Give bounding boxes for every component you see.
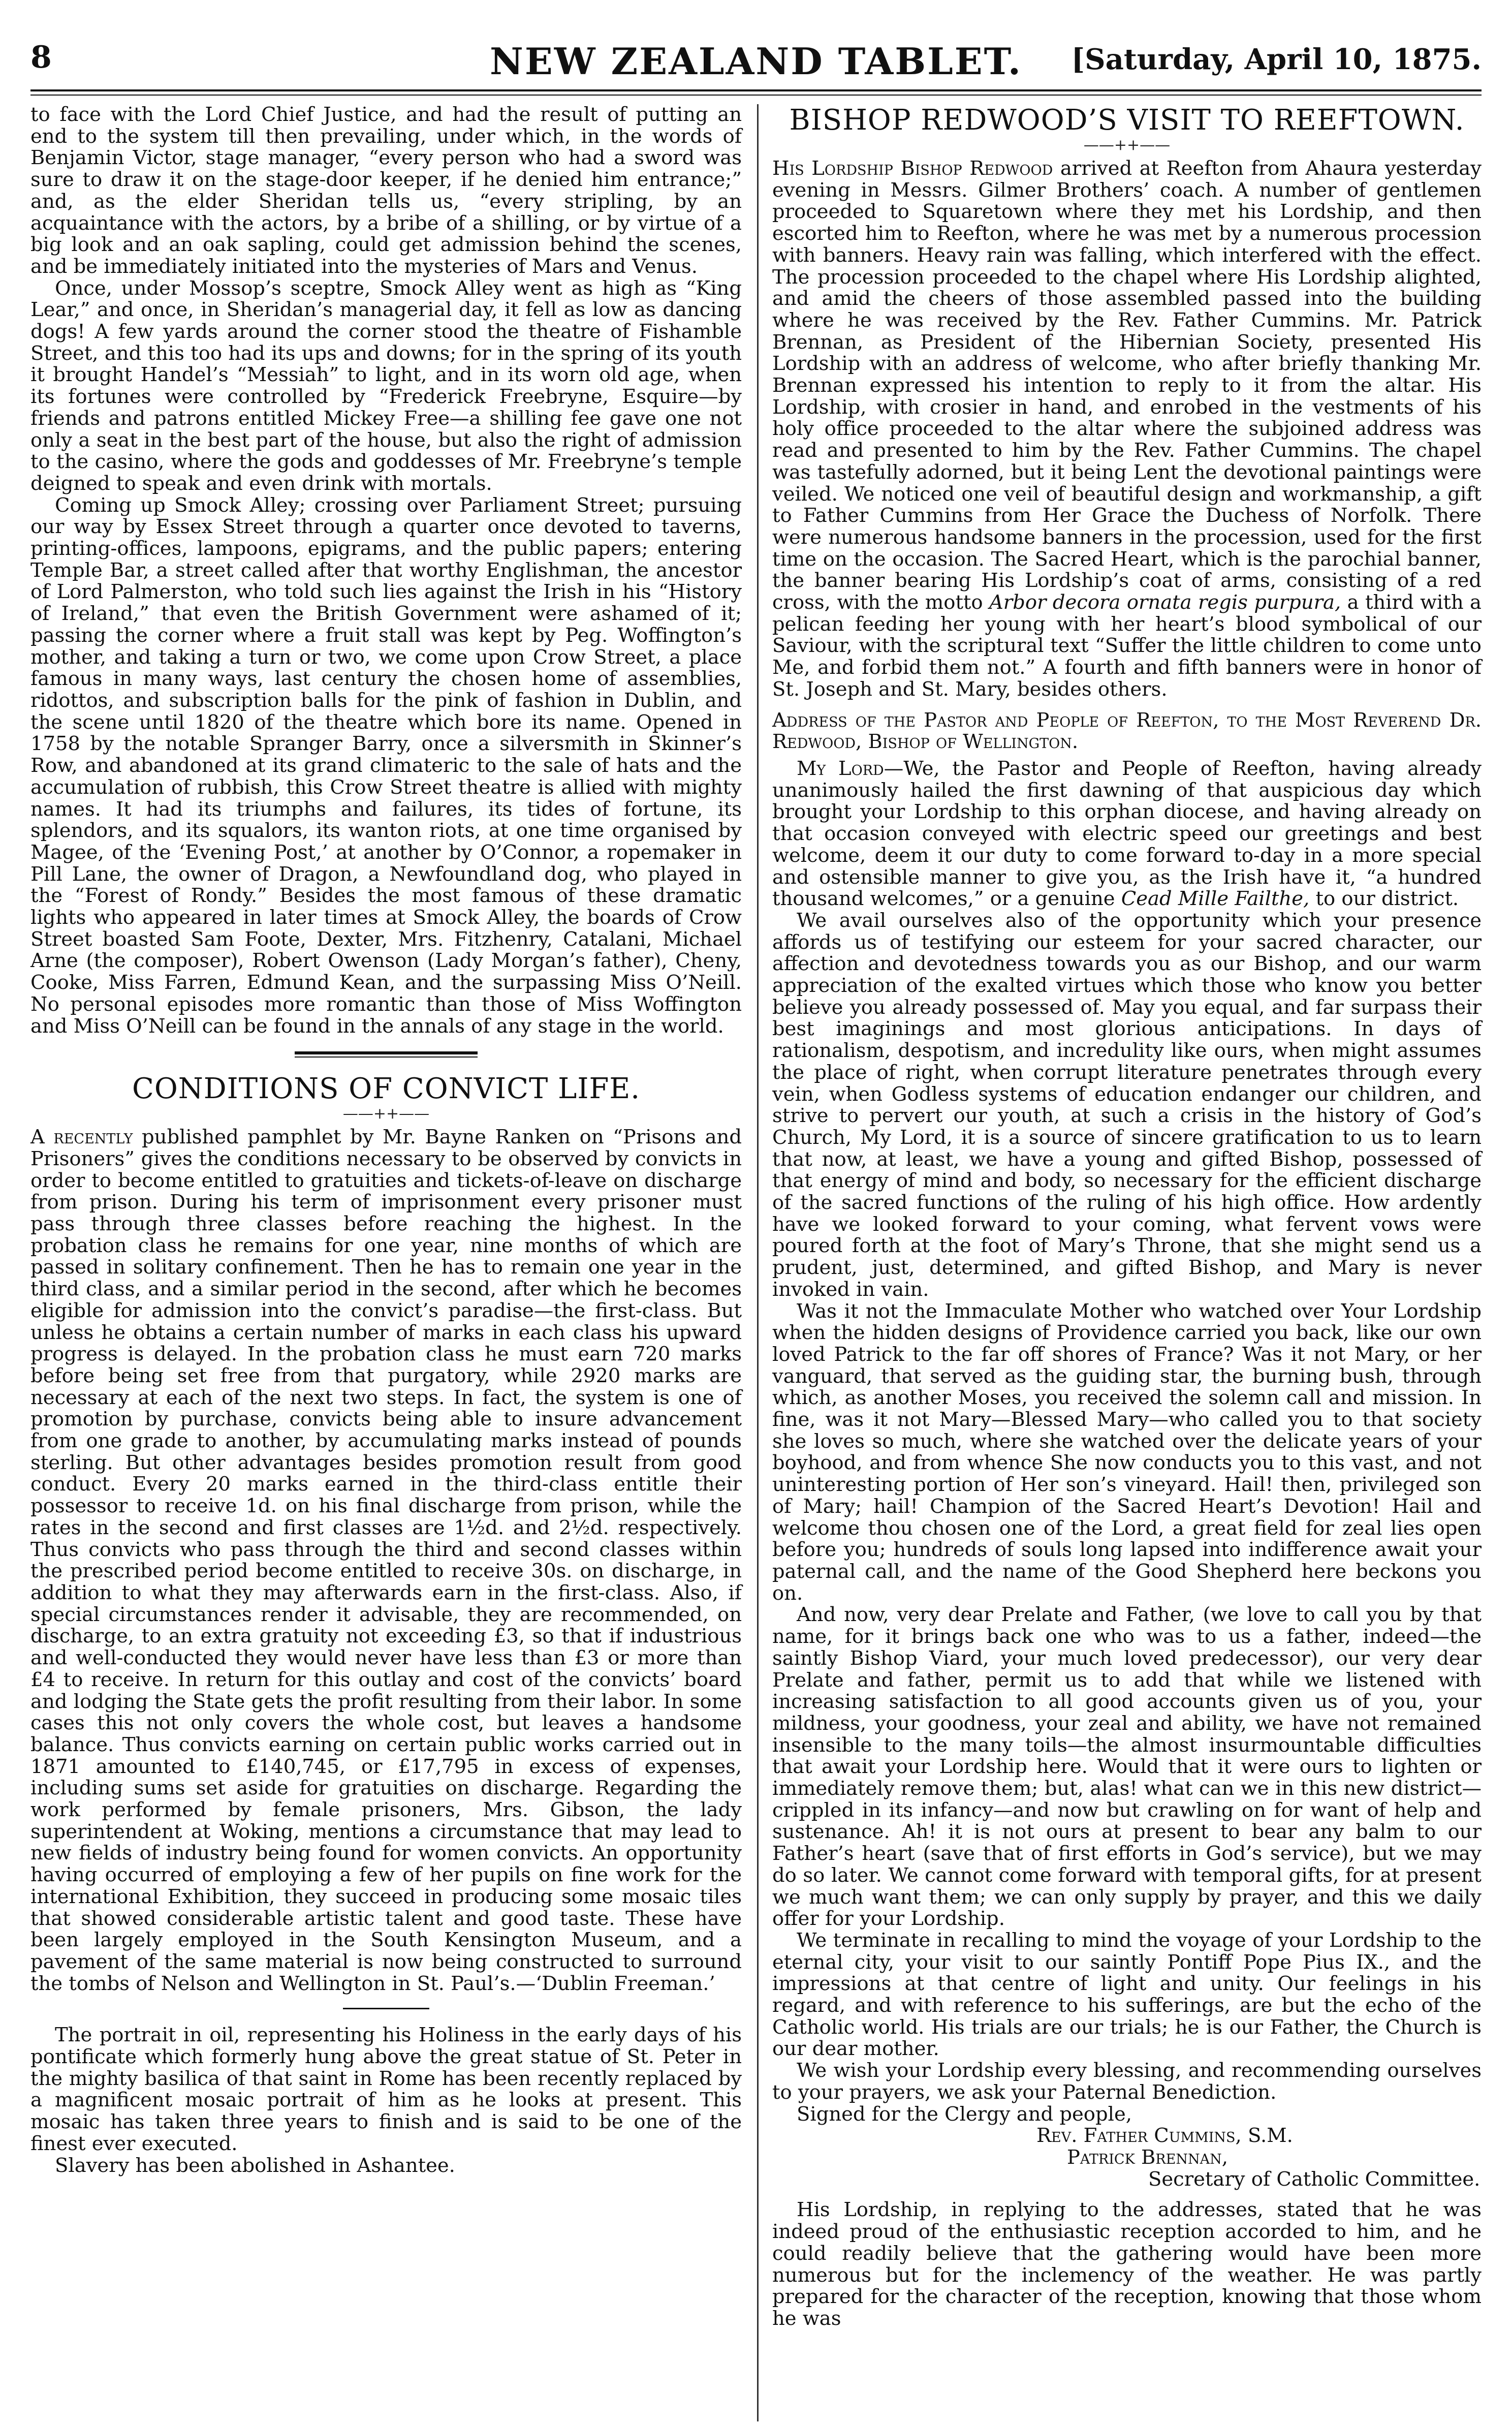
bishop-motto: Arbor decora ornata regis purpura, [989, 591, 1341, 614]
signatory-brennan: Patrick Brennan, [1067, 2146, 1228, 2169]
bishop-reply-paragraph: His Lordship, in replying to the addresses, stated that he was indeed proud of the enthusiastic reception accorded to him, and he could readily believe that the gathering would have been more numerous but for the inclemency of the weather. He was partly prepared for the character of the reception, knowing that those whom he was [772, 2198, 1482, 2330]
signatory-cummins: Rev. Father Cummins, S.M. [1036, 2124, 1293, 2148]
address-paragraph-6: We wish your Lordship every blessing, and recommending ourselves to your prayers, we ask your Paternal Benediction. [772, 2059, 1482, 2104]
theatre-paragraph-3: Coming up Smock Alley; crossing over Parliament Street; pursuing our way by Essex Street through a quarter once devoted to taverns, printing-offices, lampoons, epigrams, and the public papers; entering Temple Bar, a street called after that worthy Englishman, the ancestor of Lord Palmerston, who told such lies against the Irish in his “History of Ireland,” that even the British Government were ashamed of it; passing the corner where a fruit stall was kept by Peg. Woffington’s mother, and taking a turn or two, we come upon Crow Street, a place famous in many ways, last century the chosen home of assemblies, ridottos, and subscription balls for the pink of fashion in Dublin, and the scene until 1820 of the theatre which bore its name. Opened in 1758 by the notable Spranger Barry, once a silversmith in Skinner’s Row, and abandoned at its grand climateric to the sale of hats and the accumulation of rubbish, this Crow Street theatre is allied with mighty names. It had its triumphs and failures, its tides of fortune, its splendors, and its squalors, its wanton riots, at one time organised by Magee, of the ‘Evening Post,’ at another by O’Connor, a ropemaker in Pill Lane, the owner of Dragon, a Newfoundland dog, who played in the “Forest of Rondy.” Besides the most famous of these dramatic lights who appeared in later times at Smock Alley, the boards of Crow Street boasted Sam Foote, Dexter, Mrs. Fitzhenry, Catalani, Michael Arne (the composer), Robert Owenson (Lady Morgan’s father), Cheny, Cooke, Miss Farren, Edmund Kean, and the surpassing Miss O’Neill. No personal episodes more romantic than those of Miss Woffington and Miss O’Neill can be found in the annals of any stage in the world. [30, 493, 742, 1038]
address-heading: Address of the Pastor and People of Reefton, to the Most Reverend Dr. Redwood, Bishop of Wellington. [772, 708, 1482, 754]
column-divider [757, 104, 759, 2421]
masthead: NEW ZEALAND TABLET. [490, 40, 1022, 83]
address-p1-b: to our district. [1309, 887, 1459, 911]
header-rule-top [30, 89, 1482, 91]
bishop-visit-body-b: a third with a pelican feeding her young with her heart’s blood symbolical of our Saviour, with the scriptural text “Suffer the little children to come unto Me, and forbid them not.” A fourth and fifth banners were in honor of St. Joseph and St. Mary, besides others. [772, 591, 1482, 701]
header-rule-bottom [30, 95, 1482, 96]
address-paragraph-1 [772, 758, 1482, 910]
address-signed-line: Signed for the Clergy and people, [797, 2102, 1132, 2126]
address-paragraph-3: Was it not the Immaculate Mother who watched over Your Lordship when the hidden designs of Providence carried you back, like our own loved Patrick to the far off shores of France? Was it not Mary, or her vanguard, that served as the guiding star, the burning bush, through which, as another Moses, you received the solemn call and mission. In fine, was it not Mary—Blessed Mary—who called you to that society she loves so much, where she watched over the delicate years of your boyhood, and from whence She now conducts you to this vast, and not uninteresting portion of Her son’s vineyard. Hail! then, privileged son of Mary; hail! Champion of the Sacred Heart’s Devotion! Hail and welcome thou chosen one of the Lord, a great field for zeal lies open before you; hundreds of souls long lapsed into indifference await your paternal call, and the name of the Good Shepherd here beckons you on. [772, 1299, 1482, 1605]
convict-life-article [30, 1127, 742, 1995]
bishop-visit-heading: BISHOP REDWOOD’S VISIT TO REEFTOWN. [789, 104, 1465, 137]
convict-life-body: published pamphlet by Mr. Bayne Ranken on “Prisons and Prisoners” gives the conditions necessary to be observed by convicts in order to become entitled to gratuities and tickets-of-leave on discharge from prison. During his term of imprisonment every prisoner must pass through three classes before reaching the highest. In the probation class he remains for one year, nine months of which are passed in solitary confinement. Then he has to remain one year in the third class, and a similar period in the second, after which he becomes eligible for admission into the convict’s paradise—the first-class. But unless he obtains a certain number of marks in each class his upward progress is delayed. In the probation class he must earn 720 marks before being set free from that purgatory, while 2920 marks are necessary at each of the next two steps. In fact, the system is one of promotion by purchase, convicts being able to insure advancement from one grade to another, by accumulating marks instead of pounds sterling. But other advantages besides promotion result from good conduct. Every 20 marks earned in the third-class entitle their possessor to receive 1d. on his final discharge from prison, while the rates in the second and first classes are 1½d. and 2½d. respectively. Thus convicts who pass through the third and second classes within the prescribed period become entitled to receive 30s. on discharge, in addition to what they may afterwards earn in the first-class. Also, if special circumstances render it advisable, they are recommended, on discharge, to an extra gratuity not exceeding £3, so that if industrious and well-conducted they would never have less than £3 or more than £4 to receive. In return for this outlay and cost of the convicts’ board and lodging the State gets the profit resulting from their labor. In some cases this not only covers the whole cost, but leaves a handsome balance. Thus convicts earning on certain public works carried out in 1871 amounted to £140,745, or £17,795 in excess of expenses, including sums set aside for gratuities on discharge. Regarding the work performed by female prisoners, Mrs. Gibson, the lady superintendent at Woking, mentions a circumstance that may lead to new fields of industry being found for women convicts. An opportunity having occurred of employing a few of her pupils on fine work for the international Exhibition, they succeed in producing some mosaic tiles that showed considerable artistic talent and good taste. These have been largely employed in the South Kensington Museum, and a pavement of the same material is now being constructed to surround the tombs of Nelson and Wellington in St. Paul’s.—‘Dublin Freeman.’ [30, 1126, 742, 1995]
slavery-paragraph: Slavery has been abolished in Ashantee. [55, 2154, 455, 2177]
address-irish-greeting: Cead Mille Failthe, [1121, 887, 1310, 911]
page-header [30, 40, 1482, 85]
bishop-visit-body-a: arrived at Reefton from Ahaura yesterday evening in Messrs. Gilmer Brothers’ coach. A number of gentlemen proceeded to Squaretown where they met his Lordship, and then escorted him to Reefton, where he was met by a numerous procession with banners. Heavy rain was falling, which interfered with the effect. The procession proceeded to the chapel where His Lordship alighted, and amid the cheers of those assembled passed into the building where he was received by the Rev. Father Cummins. Mr. Patrick Brennan, as President of the Hibernian Society, presented His Lordship with an address of welcome, who after briefly thanking Mr. Brennan expressed his intention to reply to it from the altar. His Lordship, with crosier in hand, and enrobed in the vestments of his holy office proceeded to the altar where the subjoined address was read and presented to him by the Rev. Father Cummins. The chapel was tastefully adorned, but it being Lent the devotional paintings were veiled. We noticed one veil of beautiful design and workmanship, a gift to Father Cummins from Her Grace the Duchess of Norfolk. There were numerous handsome banners in the procession, used for the first time on the occasion. The Sacred Heart, which is the parochial banner, the banner bearing His Lordship’s coat of arms, consisting of a red cross, with the motto [772, 157, 1482, 614]
item-separator [343, 2008, 429, 2009]
right-column [772, 104, 1482, 2330]
address-paragraph-4: And now, very dear Prelate and Father, (we love to call you by that name, for it brings back one who was to us a father, indeed—the saintly Bishop Viard, your much loved predecessor), our very dear Prelate and father, permit us to add that while we listened with increasing satisfaction to all good accounts given us of you, your mildness, your goodness, your zeal and ability, we have not remained insensible to the many toils—the almost insurmountable difficulties that await your Lordship here. Would that it were ours to lighten or immediately remove them; but, alas! what can we in this new district—crippled in its infancy—and now but crawling on for want of help and sustenance. Ah! it is not ours at present to bear any balm to our Father’s heart (save that of first efforts in God’s service), but we may do so later. We cannot come forward with temporal gifts, for at present we much want them; we can only supply by prayer, and this we daily offer for your Lordship. [772, 1603, 1482, 1931]
theatre-paragraph-1: to face with the Lord Chief Justice, and had the result of putting an end to the system till then prevailing, under which, in the words of Benjamin Victor, stage manager, “every person who had a sword was sure to draw it on the stage-door keeper, if he denied him entrance;” and, as the elder Sheridan tells us, “every stripling, by an acquaintance with the actors, by a bribe of a shilling, or by virtue of a big look and an oak sapling, could get admission behind the scenes, and be immediately initiated into the mysteries of Mars and Venus. [30, 103, 742, 278]
issue-date: [Saturday, April 10, 1875. [1071, 43, 1482, 76]
bishop-visit-lead: His Lordship Bishop Redwood [772, 157, 1053, 180]
signatory-brennan-title: Secretary of Catholic Committee. [1148, 2167, 1480, 2191]
left-column [30, 104, 742, 2177]
address-p1-a: —We, the Pastor and People of Reefton, having already unanimously hailed the first dawning of that auspicious day which brought your Lordship to this orphan diocese, and having already on that occasion conveyed with electric speed our greetings and best welcome, deem it our duty to come forward to-day in a more special and ostensible manner to give you, as the Irish have it, “a hundred thousand welcomes,” or a genuine [772, 757, 1482, 911]
convict-life-heading: CONDITIONS OF CONVICT LIFE. [132, 1072, 641, 1106]
address-paragraph-5: We terminate in recalling to mind the voyage of your Lordship to the eternal city, your visit to our saintly Pontiff Pope Pius IX., and the impressions at that centre of light and unity. Our feelings in his regard, and with reference to his sufferings, are but the echo of the Catholic world. His trials are our trials; he is our Father, the Church is our dear mother. [772, 1929, 1482, 2061]
portrait-paragraph: The portrait in oil, representing his Holiness in the early days of his pontificate which formerly hung above the great statue of St. Peter in the mighty basilica of that saint in Rome has been recently replaced by a magnificent mosaic portrait of him as he looks at present. This mosaic has taken three years to finish and is said to be one of the finest ever executed. [30, 2024, 742, 2155]
convict-life-ornament: ——++—— [342, 1105, 430, 1123]
section-separator [295, 1051, 478, 1058]
bishop-visit-ornament: ——++—— [1083, 136, 1171, 154]
bishop-visit-report [772, 158, 1482, 701]
convict-life-lead: A recently [30, 1126, 133, 1149]
page-number: 8 [30, 40, 52, 75]
address-salutation: My Lord [797, 757, 884, 780]
theatre-paragraph-2: Once, under Mossop’s sceptre, Smock Alley went as high as “King Lear,” and once, in Sheridan’s managerial day, it fell as low as dancing dogs! A few yards around the corner stood the theatre of Fishamble Street, and this too had its ups and downs; for in the spring of its youth it brought Handel’s “Messiah” to light, and in its worn old age, when its fortunes were controlled by “Frederick Freebryne, Esquire—by friends and patrons entitled Mickey Free—a shilling fee gave one not only a seat in the best part of the house, but also the right of admission to the casino, where the gods and goddesses of Mr. Freebryne’s temple deigned to speak and even drink with mortals. [30, 276, 742, 495]
address-paragraph-2: We avail ourselves also of the opportunity which your presence affords us of testifying our esteem for your sacred character, our affection and devotedness towards you as our Bishop, and our warm appreciation of the exalted virtues which those who know you better believe you already possessed of. May you equal, and far surpass their best imaginings and most glorious anticipations. In days of rationalism, despotism, and incredulity like ours, when might assumes the place of right, when corrupt literature penetrates through every vein, when Godless systems of education endanger our children, and strive to pervert our youth, at such a crisis in the history of God’s Church, My Lord, it is a source of sincere gratification to us to learn that now, at least, we have a young and gifted Bishop, possessed of that energy of mind and body, so necessary for the efficient discharge of the sacred functions of the ruling of his high office. How ardently have we looked forward to your coming, what fervent vows were poured forth at the foot of Mary’s Throne, that she might send us a prudent, just, determined, and gifted Bishop, and Mary is never invoked in vain. [772, 909, 1482, 1301]
